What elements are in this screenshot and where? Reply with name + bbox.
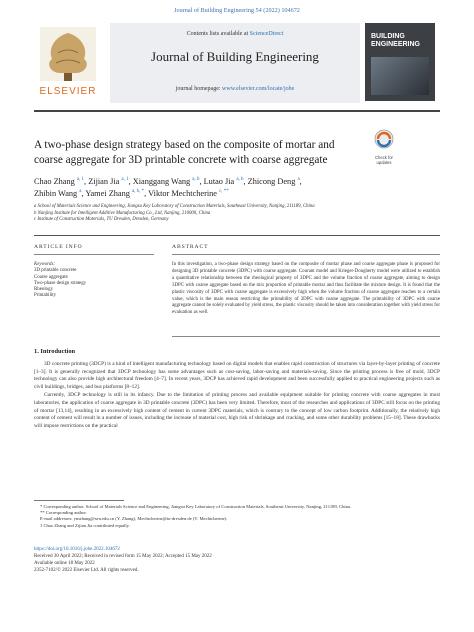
keyword-item: Two-phase design strategy [34,280,87,286]
abstract-rule [172,254,440,255]
cover-title-2: ENGINEERING [371,41,421,48]
received-dates: Received 30 April 2022; Received in revised form 15 May 2022; Accepted 15 May 2022 [34,554,212,559]
article-title: A two-phase design strategy based on the composite of mortar and coarse aggregate for 3D printable concrete with coarse aggregate [34,139,335,166]
header-rule [34,110,440,112]
cover-title-1: BUILDING [371,33,405,40]
abstract-text: In this investigation, a two-phase design strategy based on the composite of mortar phase and coarse aggregate phase is proposed for designing 3D printable concrete (3DPC) with coarse aggregate. Courant model and Krieger-Dougherty model were utilized to establish a quantitative relationship between the rheological property of 3DPC and the volume fraction of coarse aggregate, aiming to design 3DPC with coarse aggregate based on the mix proportion of printable mortar and thus facilitate the mixture design. It is found that the plastic viscosity of 3DPC with coarse aggregate is excessively high when the volume fraction of coarse aggregate reaches to a certain value, which is the main reason restricting the printability of 3DPC with coarse aggregate. The printability of 3DPC with coarse aggregate cannot be solely evaluated by yield stress, the plastic viscosity should be taken into consideration together with yield stress for evaluation as well. [172,262,440,316]
footnotes [34,504,440,529]
journal-cover[interactable] [365,23,435,101]
info-rule [34,235,440,236]
article-info-heading: ARTICLE INFO [34,244,83,250]
homepage-link[interactable]: www.elsevier.com/locate/jobe [222,86,295,92]
check-for-updates-badge[interactable] [366,128,402,165]
article-info-rule [34,254,154,255]
keywords-label: Keywords: [34,262,56,267]
affiliation-a: a School of Materials Science and Engineering, Jiangsu Key Laboratory of Construction Materials, Southeast University, Nanjing, 211189, China [34,204,315,209]
abstract-end-rule [172,336,440,337]
doi-link[interactable]: https://doi.org/10.1016/j.jobe.2022.104672 [34,547,120,552]
keyword-item: Printability [34,293,57,299]
footnote-rule [34,500,124,501]
affiliation-b: b Nanjing Institute for Intelligent Additive Manufacturing Co., Ltd, Nanjing, 210000, China [34,210,211,216]
copyright: 2352-7102/© 2022 Elsevier Ltd. All rights reserved. [34,568,139,573]
intro-paragraph-1: 3D concrete printing (3DCP) is a kind of intelligent manufacturing technology based on digital models that enables rapid construction of structures via layer-by-layer printing of concrete [1–3]. It is generally recognized that 3DCP technology has some advantages such as cost-saving, labor-saving and materials-saving. Since the printing process is free of mold, 3DCP technology can also provide high architectural freedom [4–7]. In recent years, 3DCP has achieved rapid development and been successfully applied to practical engineering projects such as civil buildings, bridges, and bus platforms [8–12]. [34,361,440,390]
elsevier-logo[interactable] [34,23,102,101]
abstract-heading: ABSTRACT [172,244,209,250]
sciencedirect-link[interactable]: ScienceDirect [249,31,284,37]
keyword-item: 3D printable concrete [34,268,77,274]
introduction-heading: 1. Introduction [34,348,76,355]
footnote-emails[interactable]: E-mail addresses: ymzhang@seu.edu.cn (Y. Zhang), Mechtcherine@tu-dresden.de (V. Mechtcherine). [40,516,228,522]
keyword-item: Rheology [34,287,54,293]
affiliation-c: c Institute of Construction Materials, TU Dresden, Dresden, Germany [34,217,169,223]
check-updates-label-2: updates [376,160,392,165]
authors-line-2: Zhibin Wang $^a$, Yamei Zhang $^{a, b, *}$, Viktor Mechtcherine $^{c, **}$ [34,189,229,198]
contents-prefix: Contents lists available at [186,31,250,37]
journal-name[interactable]: Journal of Building Engineering [151,49,319,64]
keyword-item: Coarse aggregate [34,274,68,280]
publisher-logo-text: ELSEVIER [39,86,97,97]
introduction-body [34,361,440,431]
keywords [34,262,154,300]
homepage-line [110,86,360,92]
author-list [34,176,364,200]
publication-info [34,546,440,574]
homepage-prefix: journal homepage: [175,86,223,92]
check-updates-icon [366,128,402,150]
affiliations [34,204,440,224]
cover-image [371,57,429,95]
contents-line [110,31,360,37]
footnote-equal-contribution: 1 Chao Zhang and Zijian Jia contributed equally. [40,522,130,528]
available-online: Available online 18 May 2022 [34,561,95,566]
journal-masthead [110,23,360,103]
journal-citation[interactable]: Journal of Building Engineering 54 (2022) 104672 [174,7,300,14]
footnote-corresponding-1: * Corresponding author. School of Materials Science and Engineering, Jiangsu Key Laboratory of Construction Materials, Southeast University, Nanjing, 211189, China. [40,504,352,509]
footnote-corresponding-2: ** Corresponding author. [40,510,87,516]
check-updates-label-1: Check for [375,155,393,160]
intro-paragraph-2: Currently, 3DCP technology is still in its infancy. Due to the limitation of printing process and available equipment suitable for printing concrete with coarse aggregates in most laboratories, the application of coarse aggregate in 3D printable concrete (3DPC) has been very limited. Therefore, most of the researches and applications of 3DPC still focus on the printing of mortar [13,14], resulting in an excessively high content of cement in current 3DPC materials, which is contrary to the concept of low carbon footprint. Additionally, the relatively high content of cement will result in a number of issues, including the increase of material cost, high risk of shrinkage and cracking, and some other durability problems [15–18]. These drawbacks will impose restrictions on the practical [34,392,440,429]
authors-line-1: Chao Zhang $^{a, 1}$, Zijian Jia $^{a, 1}$, Xianggang Wang $^{a, b}$, Lutao Jia $^{a, b}$, Zhicong Deng $^a$, [34,177,302,186]
